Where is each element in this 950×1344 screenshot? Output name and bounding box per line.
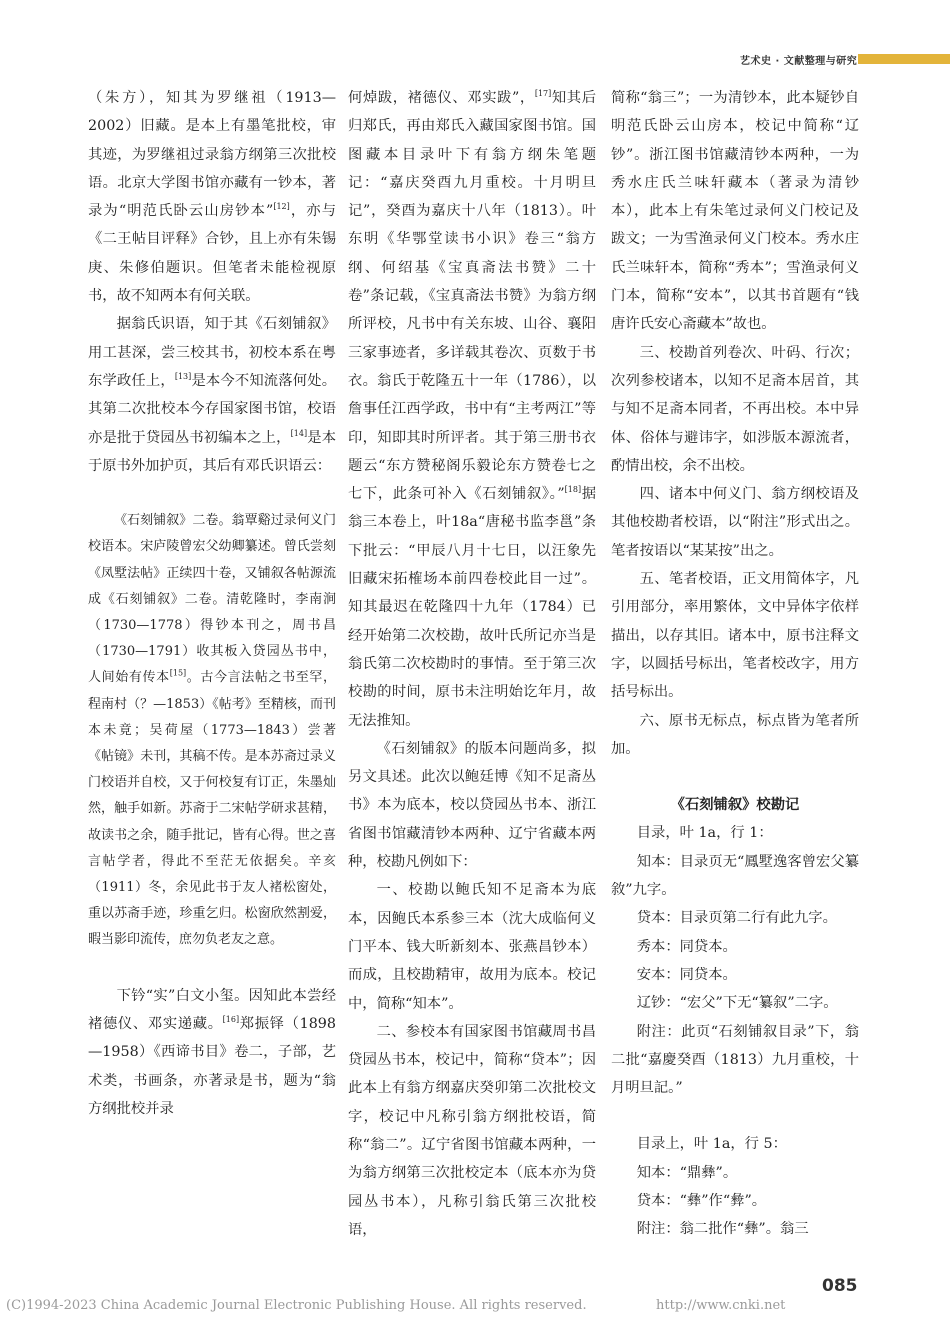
page-number: 085 [822,1276,858,1296]
text-column-3 [611,84,859,1244]
collation-entry: 知本：目录页无“鳳墅逸客曾宏父纂敘”九字。 [611,853,859,899]
footnote-ref[interactable]: [17] [534,89,552,99]
section-header: 艺术史 · 文献整理与研究 [740,56,858,67]
collation-entry: 贷本：“彝”作“彜”。 [636,1192,767,1209]
section-heading: 《石刻铺叙》校勘记 [670,797,800,814]
footnote-ref[interactable]: [16] [222,1015,240,1025]
paragraph: 四、诸本中何义门、翁方纲校语及其他校勘者校语，以“附注”形式出之。笔者按语以“某某按”出之。 [611,486,859,559]
cnki-link[interactable]: http://www.cnki.net [656,1298,786,1313]
paragraph: 何焯跋，褚德仪、邓实跋”，[17]知其后归郑氏，再由郑氏入藏国家图书馆。国图藏本目录叶下有翁方纲朱笔题记：“嘉庆癸酉九月重校。十月明旦记”，癸酉为嘉庆十八年（1813）。叶东明《华鄂堂读书小识》卷三“翁方纲、何绍基《宝真斋法书赞》二十卷”条记载，《宝真斋法书赞》为翁方纲所评校，凡书中有关东坡、山谷、襄阳三家事迹者，多详载其卷次、页数于书衣。翁氏于乾隆五十一年（1786），以詹事任江西学政，书中有“主考两江”等印，知即其时所评者。其于第三册书衣题云“东方赞秘阁乐毅论东方赞卷七之七下，此条可补入《石刻铺叙》。”[18]据翁三本卷上，叶18a“唐秘书监李邕”条下批云：“甲辰八月十七日，以汪象先旧藏宋拓榷场本前四卷校此目一过”。知其最迟在乾隆四十九年（1784）已经开始第二次校勘，故叶氏所记亦当是翁氏第二次校勘时的事情。至于第三次校勘的时间，原书未注明始讫年月，故无法推知。 [348,89,597,729]
collation-entry: 附注：此页“石刻铺叙目录”下，翁二批“嘉慶癸酉（1813）九月重校，十月明旦記。” [611,1023,859,1097]
footnote-ref[interactable]: [14] [290,428,308,438]
paragraph: 据翁氏识语，知于其《石刻铺叙》用工甚深，尝三校其书，初校本系在粤东学政任上，[13]是本今不知流落何处。其第二次批校本今存国家图书馆，校语亦是批于贷园丛书初编本之上，[14]是本于原书外加护页，其后有邓氏识语云： [88,316,337,474]
text-column-1 [88,84,336,1123]
collation-entry: 附注：翁二批作“彝”。翁三 [636,1221,809,1238]
collation-entry: 辽钞：“宏父”下无“纂叙”二字。 [636,995,838,1012]
header-accent-bar [858,54,950,64]
text-column-2 [348,84,596,1244]
footnote-ref[interactable]: [15] [169,669,187,679]
paragraph: 六、原书无标点，标点皆为笔者所加。 [611,712,859,757]
copyright-footer [6,1298,944,1313]
collation-entry: 目录，叶 1a，行 1： [636,825,773,842]
paragraph: 简称“翁三”；一为清钞本，此本疑钞自明范氏卧云山房本，校记中简称“辽钞”。浙江图书馆藏清钞本两种，一为秀水庄氏兰味轩藏本（著录为清钞本），此本上有朱笔过录何义门校记及跋文；一为雪渔录何义门校本。秀水庄氏兰味轩本，简称“秀本”；雪渔录何义门本，简称“安本”，以其书首题有“钱唐许氏安心斋藏本”故也。 [611,90,859,333]
collation-entry: 贷本：目录页第二行有此九字。 [636,910,837,927]
paragraph: 一、校勘以鲍氏知不足斋本为底本，因鲍氏本系参三本（沈大成临何义门平本、钱大昕新刻本、张燕昌钞本）而成，且校勘精审，故用为底本。校记中，简称“知本”。 [348,882,596,1012]
collation-entry: 安本：同贷本。 [636,966,737,983]
collation-entry: 知本：“鼎彝”。 [636,1164,738,1181]
footnote-ref[interactable]: [12] [273,202,290,212]
paragraph: 二、参校本有国家图书馆藏周书昌贷园丛书本，校记中，简称“贷本”；因此本上有翁方纲嘉庆癸卯第二次批校文字，校记中凡称引翁方纲批校语，简称“翁二”。辽宁省图书馆藏本两种，一为翁方纲第三次批校定本（底本亦为贷园丛书本），凡称引翁氏第三次批校语， [348,1023,596,1238]
paragraph: 《石刻铺叙》的版本问题尚多，拟另文具述。此次以鲍廷博《知不足斋丛书》本为底本，校以贷园丛书本、浙江省图书馆藏清钞本两种、辽宁省藏本两种，校勘凡例如下： [348,740,596,871]
block-quote: 《石刻铺叙》二卷。翁覃谿过录何义门校语本。宋庐陵曾宏父幼卿纂述。曾氏尝刻《凤墅法帖》正续四十卷，又铺叙各帖源流成《石刻铺叙》二卷。清乾隆时，李南涧（1730—1778）得钞本刊之，周书昌（1730—1791）收其板入贷园丛书中，人间始有传本[15]。古今言法帖之书至罕，程南村（？—1853）《帖考》至精核，而刊本未竟；吴荷屋（1773—1843）尝著《帖镜》未刊，其稿不传。是本苏斋过录义门校语并自校，又于何校复有订正，朱墨灿然，触手如新。苏斋于二宋帖学研求甚精，故读书之余，随手批记，皆有心得。世之喜言帖学者，得此不至茫无依据矣。辛亥（1911）冬，余见此书于友人褚松窗处，重以苏斋手迹，珍重乞归。松窗欣然割爱，暇当影印流传，庶勿负老友之意。 [88,513,336,948]
footnote-ref[interactable]: [13] [174,372,192,382]
collation-entry: 目录上，叶 1a，行 5： [636,1136,787,1153]
paragraph: 三、校勘首列卷次、叶码、行次；次列参校诸本，以知不足斋本居首，其与知不足斋本同者，不再出校。本中异体、俗体与避讳字，如涉版本源流者，酌情出校，余不出校。 [611,344,859,474]
paragraph: （朱方），知其为罗继祖（1913—2002）旧藏。是本上有墨笔批校，审其迹，为罗继祖过录翁方纲第三次批校语。北京大学图书馆亦藏有一钞本，著录为“明范氏卧云山房钞本”[12]，亦与《二王帖目评释》合钞，且上亦有朱锡庚、朱修伯题识。但笔者未能检视原书，故不知两本有何关联。 [88,90,336,305]
copyright-text: (C)1994-2023 China Academic Journal Electronic Publishing House. All rights reserved. [6,1298,587,1313]
paragraph: 下钤“实”白文小玺。因知此本尝经褚德仪、邓实递藏。[16]郑振铎（1898—1958）《西谛书目》卷二，子部，艺术类，书画条，亦著录是书，题为“翁方纲批校并录 [88,987,336,1117]
paragraph: 五、笔者校语，正文用简体字，凡引用部分，率用繁体，文中异体字依样描出，以存其旧。诸本中，原书注释文字，以圆括号标出，笔者校改字，用方括号标出。 [611,571,859,701]
collation-entry: 秀本：同贷本。 [636,938,737,955]
footnote-ref[interactable]: [18] [564,485,582,495]
